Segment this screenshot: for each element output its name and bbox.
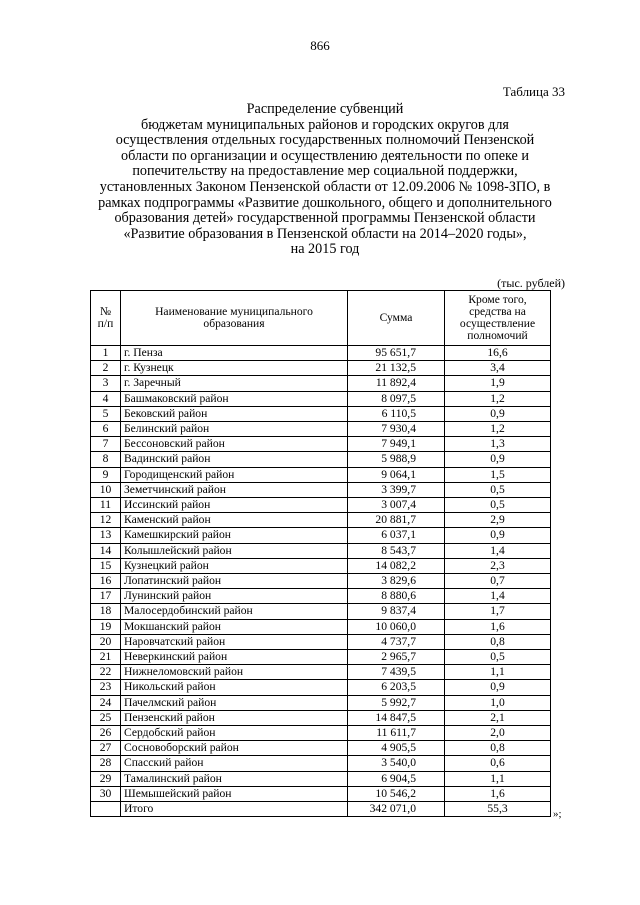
title-line: бюджетам муниципальных районов и городских округов для bbox=[141, 116, 509, 133]
row-name-cell: Иссинский район bbox=[121, 498, 348, 513]
row-extra-cell: 2,1 bbox=[445, 710, 551, 725]
row-name-cell: Тамалинский район bbox=[121, 771, 348, 786]
row-name-cell: Бессоновский район bbox=[121, 437, 348, 452]
row-num-cell: 9 bbox=[91, 467, 121, 482]
table-row bbox=[91, 741, 551, 756]
row-sum-cell: 7 949,1 bbox=[348, 437, 445, 452]
row-name-cell: Сосновоборский район bbox=[121, 741, 348, 756]
table-row bbox=[91, 695, 551, 710]
title-line: рамках подпрограммы «Развитие дошкольного, общего и дополнительного bbox=[98, 194, 552, 211]
row-extra-cell: 0,6 bbox=[445, 756, 551, 771]
row-sum-cell: 9 064,1 bbox=[348, 467, 445, 482]
row-extra-cell: 0,5 bbox=[445, 650, 551, 665]
row-num-cell: 30 bbox=[91, 786, 121, 801]
total-sum-cell: 342 071,0 bbox=[348, 802, 445, 817]
row-num-cell: 4 bbox=[91, 391, 121, 406]
row-name-cell: г. Заречный bbox=[121, 376, 348, 391]
row-extra-cell: 1,2 bbox=[445, 391, 551, 406]
page-number: 866 bbox=[310, 38, 330, 53]
row-name-cell: Вадинский район bbox=[121, 452, 348, 467]
table-row bbox=[91, 650, 551, 665]
row-num-cell: 28 bbox=[91, 756, 121, 771]
title-line: Распределение субвенций bbox=[246, 101, 404, 117]
row-num-cell: 5 bbox=[91, 406, 121, 421]
row-sum-cell: 3 540,0 bbox=[348, 756, 445, 771]
table-row bbox=[91, 346, 551, 361]
table-row bbox=[91, 710, 551, 725]
row-num-cell: 7 bbox=[91, 437, 121, 452]
row-name-cell: Никольский район bbox=[121, 680, 348, 695]
row-sum-cell: 10 060,0 bbox=[348, 619, 445, 634]
row-extra-cell: 2,3 bbox=[445, 558, 551, 573]
row-extra-cell: 1,2 bbox=[445, 422, 551, 437]
row-sum-cell: 7 930,4 bbox=[348, 422, 445, 437]
row-sum-cell: 6 037,1 bbox=[348, 528, 445, 543]
row-name-cell: Сердобский район bbox=[121, 726, 348, 741]
table-row bbox=[91, 422, 551, 437]
row-num-cell: 14 bbox=[91, 543, 121, 558]
row-extra-cell: 0,9 bbox=[445, 680, 551, 695]
row-sum-cell: 14 847,5 bbox=[348, 710, 445, 725]
total-row bbox=[91, 802, 551, 817]
row-name-cell: Городищенский район bbox=[121, 467, 348, 482]
row-name-cell: Пензенский район bbox=[121, 710, 348, 725]
row-sum-cell: 7 439,5 bbox=[348, 665, 445, 680]
row-sum-cell: 21 132,5 bbox=[348, 361, 445, 376]
row-sum-cell: 95 651,7 bbox=[348, 346, 445, 361]
units-label: (тыс. рублей) bbox=[497, 276, 565, 290]
row-sum-cell: 8 880,6 bbox=[348, 589, 445, 604]
table-row bbox=[91, 482, 551, 497]
row-name-cell: Лунинский район bbox=[121, 589, 348, 604]
row-num-cell: 10 bbox=[91, 482, 121, 497]
row-num-cell: 19 bbox=[91, 619, 121, 634]
table-row bbox=[91, 604, 551, 619]
row-extra-cell: 0,5 bbox=[445, 482, 551, 497]
row-num-cell: 2 bbox=[91, 361, 121, 376]
row-sum-cell: 11 892,4 bbox=[348, 376, 445, 391]
total-num-cell bbox=[91, 802, 121, 817]
row-extra-cell: 0,9 bbox=[445, 406, 551, 421]
header-extra: Кроме того, средства на осуществление полномочий bbox=[445, 291, 551, 346]
row-extra-cell: 1,6 bbox=[445, 786, 551, 801]
row-extra-cell: 1,0 bbox=[445, 695, 551, 710]
row-sum-cell: 9 837,4 bbox=[348, 604, 445, 619]
row-num-cell: 29 bbox=[91, 771, 121, 786]
row-name-cell: Малосердобинский район bbox=[121, 604, 348, 619]
row-extra-cell: 1,7 bbox=[445, 604, 551, 619]
row-num-cell: 25 bbox=[91, 710, 121, 725]
row-name-cell: Белинский район bbox=[121, 422, 348, 437]
row-sum-cell: 6 110,5 bbox=[348, 406, 445, 421]
row-sum-cell: 10 546,2 bbox=[348, 786, 445, 801]
row-extra-cell: 0,9 bbox=[445, 528, 551, 543]
row-extra-cell: 0,9 bbox=[445, 452, 551, 467]
header-name: Наименование муниципального образования bbox=[121, 291, 348, 346]
table-row bbox=[91, 467, 551, 482]
row-num-cell: 11 bbox=[91, 498, 121, 513]
table-row bbox=[91, 756, 551, 771]
row-sum-cell: 8 543,7 bbox=[348, 543, 445, 558]
row-sum-cell: 2 965,7 bbox=[348, 650, 445, 665]
row-extra-cell: 16,6 bbox=[445, 346, 551, 361]
row-extra-cell: 1,1 bbox=[445, 771, 551, 786]
row-extra-cell: 2,0 bbox=[445, 726, 551, 741]
table-row bbox=[91, 361, 551, 376]
row-num-cell: 20 bbox=[91, 634, 121, 649]
row-num-cell: 6 bbox=[91, 422, 121, 437]
row-num-cell: 13 bbox=[91, 528, 121, 543]
table-body bbox=[91, 346, 551, 817]
row-name-cell: Неверкинский район bbox=[121, 650, 348, 665]
row-extra-cell: 2,9 bbox=[445, 513, 551, 528]
title-line: области по организации и осуществлению деятельности по опеке и bbox=[121, 147, 529, 164]
row-extra-cell: 1,1 bbox=[445, 665, 551, 680]
table-row bbox=[91, 498, 551, 513]
table-row bbox=[91, 376, 551, 391]
table-row bbox=[91, 528, 551, 543]
row-name-cell: Наровчатский район bbox=[121, 634, 348, 649]
row-sum-cell: 20 881,7 bbox=[348, 513, 445, 528]
table-label: Таблица 33 bbox=[502, 84, 565, 99]
row-extra-cell: 1,6 bbox=[445, 619, 551, 634]
total-name-cell: Итого bbox=[121, 802, 348, 817]
row-num-cell: 24 bbox=[91, 695, 121, 710]
row-extra-cell: 1,4 bbox=[445, 589, 551, 604]
table-row bbox=[91, 665, 551, 680]
table-row bbox=[91, 680, 551, 695]
row-name-cell: Башмаковский район bbox=[121, 391, 348, 406]
total-extra-cell: 55,3 bbox=[445, 802, 551, 817]
row-name-cell: Кузнецкий район bbox=[121, 558, 348, 573]
header-sum: Сумма bbox=[348, 291, 445, 346]
row-num-cell: 3 bbox=[91, 376, 121, 391]
closing-quote-mark: »; bbox=[553, 808, 562, 820]
row-name-cell: Каменский район bbox=[121, 513, 348, 528]
row-num-cell: 21 bbox=[91, 650, 121, 665]
row-extra-cell: 3,4 bbox=[445, 361, 551, 376]
table-row bbox=[91, 589, 551, 604]
row-num-cell: 1 bbox=[91, 346, 121, 361]
row-num-cell: 16 bbox=[91, 574, 121, 589]
table-row bbox=[91, 437, 551, 452]
row-sum-cell: 5 988,9 bbox=[348, 452, 445, 467]
table-row bbox=[91, 786, 551, 801]
title-line: попечительству на предоставление мер социальной поддержки, bbox=[132, 163, 518, 180]
row-extra-cell: 0,5 bbox=[445, 498, 551, 513]
row-name-cell: Нижнеломовский район bbox=[121, 665, 348, 680]
row-extra-cell: 1,4 bbox=[445, 543, 551, 558]
row-name-cell: Лопатинский район bbox=[121, 574, 348, 589]
table-row bbox=[91, 726, 551, 741]
table-row bbox=[91, 574, 551, 589]
row-num-cell: 22 bbox=[91, 665, 121, 680]
table-row bbox=[91, 543, 551, 558]
row-sum-cell: 4 905,5 bbox=[348, 741, 445, 756]
table-row bbox=[91, 406, 551, 421]
row-num-cell: 18 bbox=[91, 604, 121, 619]
row-num-cell: 23 bbox=[91, 680, 121, 695]
row-name-cell: г. Пенза bbox=[121, 346, 348, 361]
row-name-cell: Бековский район bbox=[121, 406, 348, 421]
row-name-cell: Камешкирский район bbox=[121, 528, 348, 543]
table-row bbox=[91, 771, 551, 786]
title-line: на 2015 год bbox=[290, 241, 360, 258]
table-row bbox=[91, 634, 551, 649]
subsidy-table bbox=[90, 290, 551, 817]
row-name-cell: Мокшанский район bbox=[121, 619, 348, 634]
document-title bbox=[80, 102, 570, 258]
title-line: осуществления отдельных государственных полномочий Пензенской bbox=[115, 132, 535, 149]
row-sum-cell: 3 007,4 bbox=[348, 498, 445, 513]
row-sum-cell: 3 399,7 bbox=[348, 482, 445, 497]
row-extra-cell: 0,8 bbox=[445, 741, 551, 756]
row-extra-cell: 1,5 bbox=[445, 467, 551, 482]
row-name-cell: Колышлейский район bbox=[121, 543, 348, 558]
row-num-cell: 26 bbox=[91, 726, 121, 741]
row-num-cell: 15 bbox=[91, 558, 121, 573]
row-sum-cell: 8 097,5 bbox=[348, 391, 445, 406]
table-header-row bbox=[91, 291, 551, 346]
row-extra-cell: 1,3 bbox=[445, 437, 551, 452]
table-row bbox=[91, 558, 551, 573]
table-row bbox=[91, 619, 551, 634]
table-row bbox=[91, 513, 551, 528]
row-extra-cell: 0,7 bbox=[445, 574, 551, 589]
row-sum-cell: 6 904,5 bbox=[348, 771, 445, 786]
row-sum-cell: 5 992,7 bbox=[348, 695, 445, 710]
title-line: образования детей» государственной программы Пензенской области bbox=[114, 210, 536, 227]
row-sum-cell: 14 082,2 bbox=[348, 558, 445, 573]
row-sum-cell: 11 611,7 bbox=[348, 726, 445, 741]
row-name-cell: Шемышейский район bbox=[121, 786, 348, 801]
row-num-cell: 17 bbox=[91, 589, 121, 604]
row-sum-cell: 4 737,7 bbox=[348, 634, 445, 649]
row-name-cell: Спасский район bbox=[121, 756, 348, 771]
header-num: № п/п bbox=[91, 291, 121, 346]
row-name-cell: г. Кузнецк bbox=[121, 361, 348, 376]
row-num-cell: 27 bbox=[91, 741, 121, 756]
title-line: установленных Законом Пензенской области от 12.09.2006 № 1098-ЗПО, в bbox=[99, 178, 551, 195]
row-sum-cell: 6 203,5 bbox=[348, 680, 445, 695]
table-row bbox=[91, 391, 551, 406]
row-name-cell: Земетчинский район bbox=[121, 482, 348, 497]
row-num-cell: 12 bbox=[91, 513, 121, 528]
row-num-cell: 8 bbox=[91, 452, 121, 467]
row-extra-cell: 1,9 bbox=[445, 376, 551, 391]
row-name-cell: Пачелмский район bbox=[121, 695, 348, 710]
table-row bbox=[91, 452, 551, 467]
row-sum-cell: 3 829,6 bbox=[348, 574, 445, 589]
row-extra-cell: 0,8 bbox=[445, 634, 551, 649]
title-line: «Развитие образования в Пензенской области на 2014–2020 годы», bbox=[123, 225, 527, 242]
